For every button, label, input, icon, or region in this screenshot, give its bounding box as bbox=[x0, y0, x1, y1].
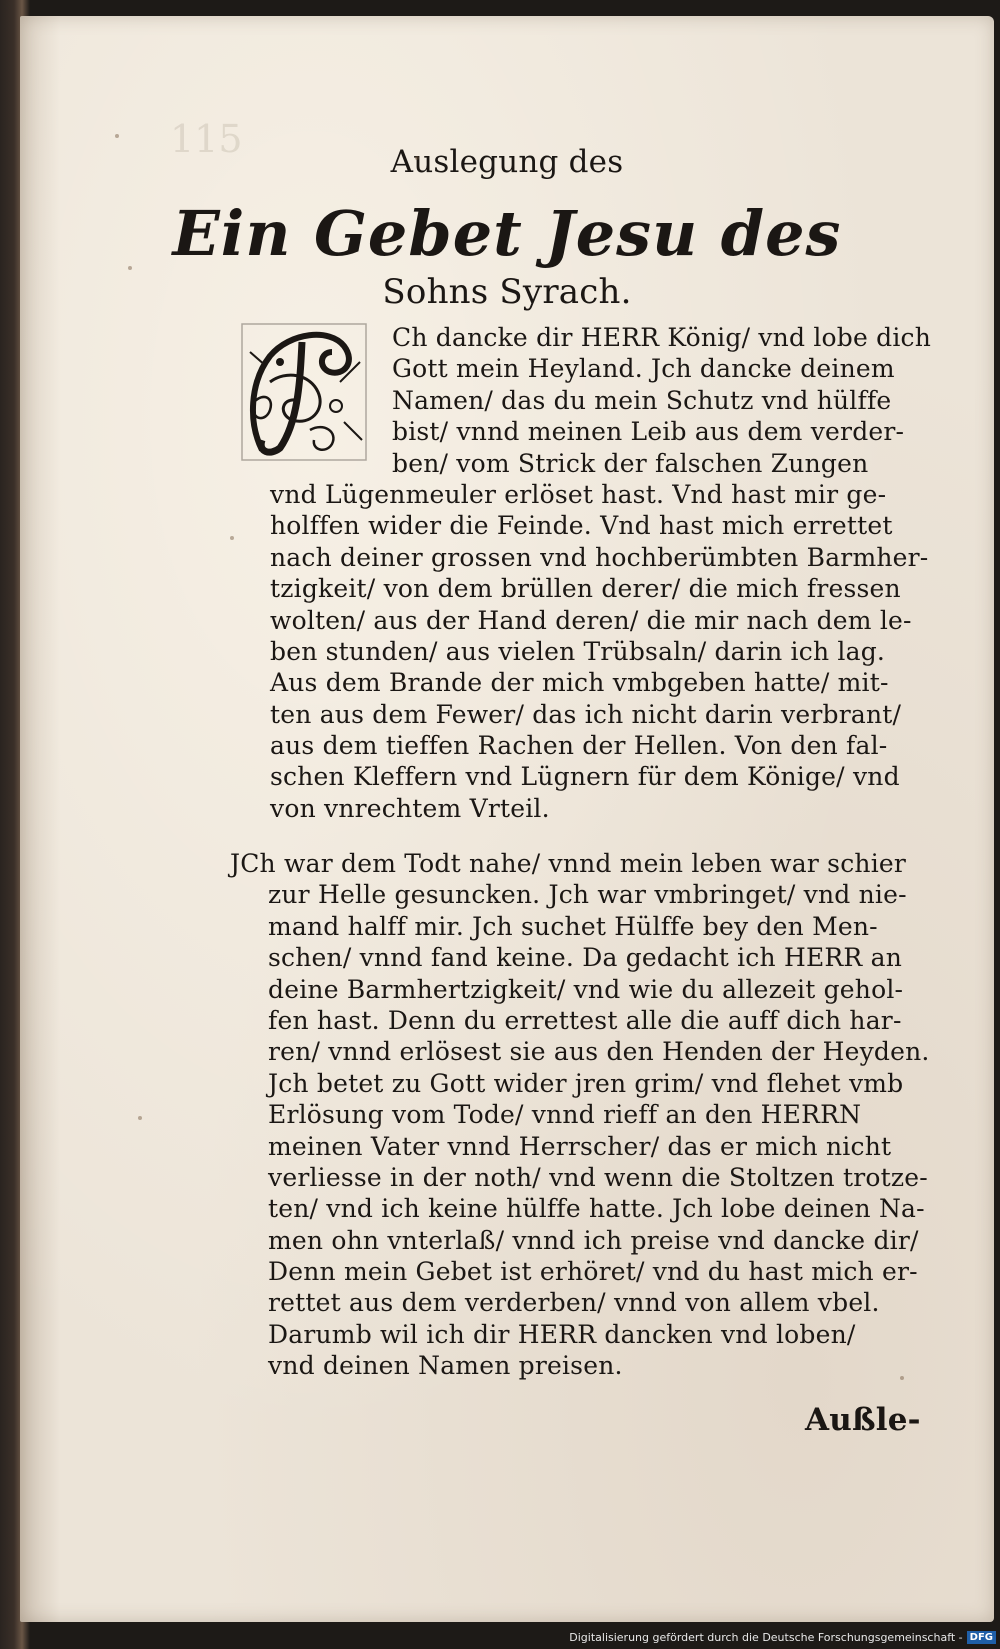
text-line: ten/ vnd ich keine hülffe hatte. Jch lobe deinen Na- bbox=[268, 1194, 925, 1224]
text-line: ten aus dem Fewer/ das ich nicht darin verbrant/ bbox=[270, 699, 902, 729]
text-line: Namen/ das du mein Schutz vnd hülffe bbox=[392, 385, 892, 415]
text-line: Darumb wil ich dir HERR dancken vnd loben/ bbox=[268, 1319, 856, 1349]
text-line: fen hast. Denn du errettest alle die auff dich har- bbox=[268, 1005, 902, 1035]
text-line: ren/ vnnd erlösest sie aus den Henden der Heyden. bbox=[268, 1037, 930, 1067]
text-line: meinen Vater vnnd Herrscher/ das er mich nicht bbox=[268, 1131, 892, 1161]
prayer-paragraph-1 bbox=[270, 322, 931, 824]
prayer-paragraph-2 bbox=[230, 848, 930, 1382]
running-head: Auslegung des bbox=[390, 144, 624, 180]
text-line: Erlösung vom Tode/ vnnd rieff an den HERRN bbox=[268, 1100, 862, 1130]
text-line: bist/ vnnd meinen Leib aus dem verder- bbox=[392, 417, 905, 447]
text-line: schen Kleffern vnd Lügnern für dem Könige/ vnd bbox=[270, 762, 900, 792]
text-line: Aus dem Brande der mich vmbgeben hatte/ mit- bbox=[270, 668, 889, 698]
paper-speck bbox=[128, 266, 132, 270]
catchword: Außle- bbox=[805, 1402, 921, 1438]
text-line: ben stunden/ aus vielen Trübsaln/ darin ich lag. bbox=[270, 636, 886, 666]
paper-speck bbox=[138, 1116, 142, 1120]
bleed-through-folio: 115 bbox=[170, 117, 243, 161]
text-line: aus dem tieffen Rachen der Hellen. Von den fal- bbox=[270, 731, 888, 761]
text-line: vnd Lügenmeuler erlöset hast. Vnd hast mir ge- bbox=[270, 479, 887, 509]
paper-speck bbox=[230, 536, 234, 540]
book-page bbox=[20, 16, 994, 1622]
page-title: Ein Gebet Jesu des bbox=[172, 197, 842, 270]
text-line: JCh war dem Todt nahe/ vnnd mein leben war schier bbox=[230, 849, 907, 878]
text-line: zur Helle gesuncken. Jch war vmbringet/ vnd nie- bbox=[268, 880, 907, 910]
text-line: von vnrechtem Vrteil. bbox=[270, 793, 550, 823]
text-line: wolten/ aus der Hand deren/ die mir nach dem le- bbox=[270, 605, 912, 635]
text-line: ben/ vom Strick der falschen Zungen bbox=[392, 448, 869, 478]
page-subtitle: Sohns Syrach. bbox=[382, 272, 632, 312]
dfg-logo: DFG bbox=[967, 1631, 996, 1644]
text-line: men ohn vnterlaß/ vnnd ich preise vnd dancke dir/ bbox=[268, 1225, 919, 1255]
paper-speck bbox=[415, 156, 419, 160]
text-line: tzigkeit/ von dem brüllen derer/ die mich fressen bbox=[270, 574, 901, 604]
text-line: rettet aus dem verderben/ vnnd von allem vbel. bbox=[268, 1288, 880, 1318]
text-line: Jch betet zu Gott wider jren grim/ vnd flehet vmb bbox=[268, 1068, 904, 1098]
text-line: deine Barmhertzigkeit/ vnd wie du allezeit gehol- bbox=[268, 974, 904, 1004]
text-line: schen/ vnnd fand keine. Da gedacht ich HERR an bbox=[268, 943, 903, 973]
text-line: Ch dancke dir HERR König/ vnd lobe dich bbox=[392, 323, 932, 352]
text-line: verliesse in der noth/ vnd wenn die Stoltzen trotze- bbox=[268, 1162, 928, 1192]
text-line: holffen wider die Feinde. Vnd hast mich errettet bbox=[270, 511, 893, 541]
text-line: Gott mein Heyland. Jch dancke deinem bbox=[392, 354, 895, 384]
text-line: nach deiner grossen vnd hochberümbten Barmher- bbox=[270, 542, 929, 572]
paper-speck bbox=[900, 1376, 904, 1380]
credit-text: Digitalisierung gefördert durch die Deutsche Forschungsgemeinschaft - bbox=[569, 1630, 963, 1644]
digitization-credit bbox=[569, 1628, 996, 1646]
text-line: vnd deinen Namen preisen. bbox=[268, 1351, 623, 1381]
paper-speck bbox=[115, 134, 119, 138]
text-line: Denn mein Gebet ist erhöret/ vnd du hast mich er- bbox=[268, 1257, 918, 1287]
text-line: mand halff mir. Jch suchet Hülffe bey den Men- bbox=[268, 911, 878, 941]
